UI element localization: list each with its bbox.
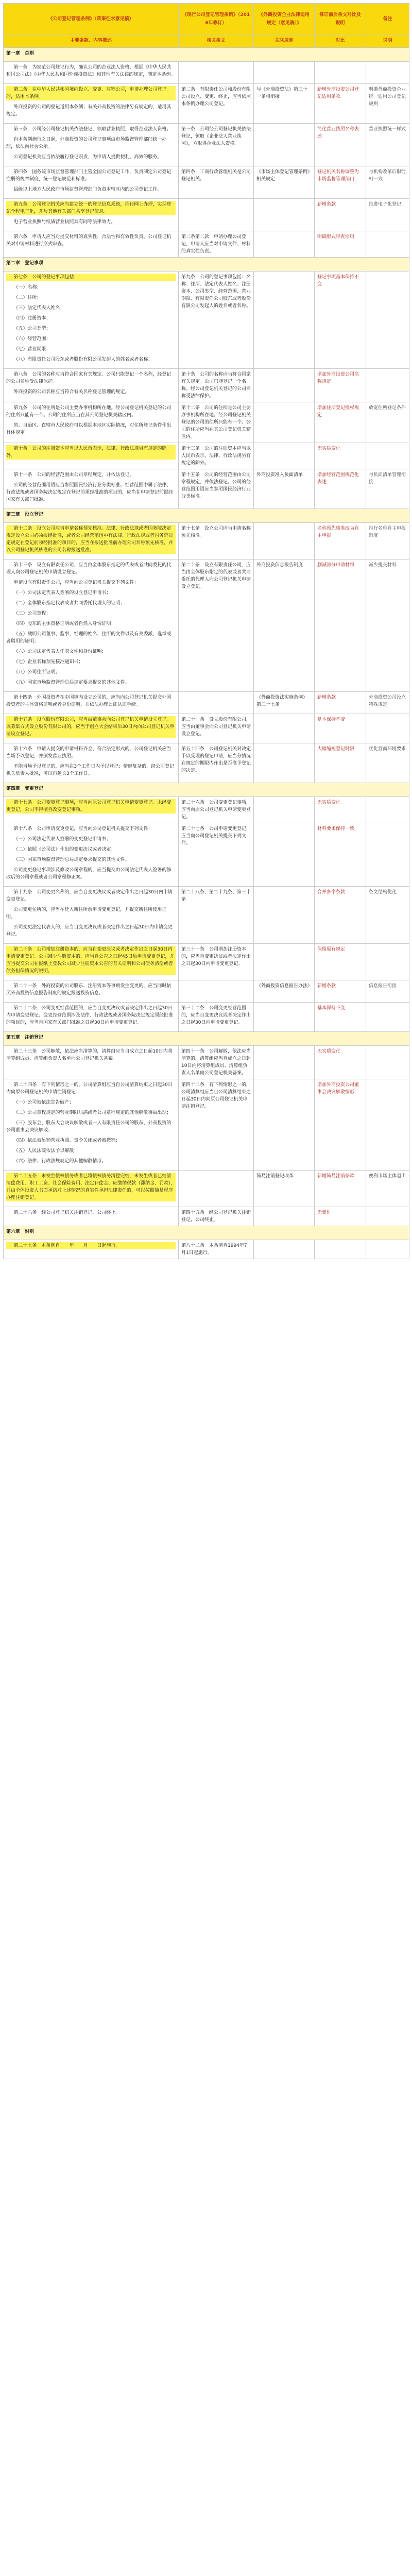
cell-col5: 优化营商环境要求 bbox=[366, 743, 409, 783]
cell-col3: 与《外商投资法》第三十一条相衔接 bbox=[254, 84, 315, 124]
table-row bbox=[4, 84, 409, 124]
cell-col4: 基本保持不变 bbox=[315, 714, 366, 743]
article-paragraph: 第十六条 申请人提交的申请材料齐全、符合法定形式的，公司登记机关应当当场予以登记，并颁发营业执照。 bbox=[6, 747, 171, 759]
cell-col2: 第二十一条 设立股份有限公司，应当由董事会向公司登记机关申请设立登记。 bbox=[179, 714, 254, 743]
cell-col5: 条文结构优化 bbox=[366, 887, 409, 944]
cell-col2: 第十七条 设立公司应当申请名称预先核准。 bbox=[179, 523, 254, 560]
article-paragraph: 第二十条 公司增加注册资本的，应当自变更决议或者决定作出之日起30日内申请变更登记。公司减少注册资本的，应当自公告之日起45日后申请变更登记，并应当提交公司在报纸上登载公司减少注册资本公告的有关证明和公司债务清偿或者债务担保情况的说明。 bbox=[6, 946, 176, 975]
article-paragraph: （六）经营范围； bbox=[13, 336, 51, 342]
article-paragraph: 第二十三条 公司解散，依法应当清算的，清算组应当自成立之日起10日内将清算组成员、清算组负责人名单向公司登记机关备案。 bbox=[6, 1049, 173, 1061]
table-row bbox=[4, 62, 409, 84]
header-col-4: 修订前后条文对比及说明 bbox=[315, 4, 366, 35]
cell-col4: 保留原有规定 bbox=[315, 944, 366, 980]
table-row bbox=[4, 980, 409, 1003]
table-row bbox=[4, 560, 409, 692]
chapter-row bbox=[4, 258, 409, 272]
article-paragraph: （二）公司章程规定的营业期限届满或者公司章程规定的其他解散事由出现； bbox=[13, 1110, 171, 1115]
article-paragraph: 公司登记机关应当依法履行登记职责，为申请人提供便利、高效的服务。 bbox=[13, 155, 162, 160]
article-paragraph: 第二十四条 有下列情形之一的，公司清算组应当自公司清算结束之日起30日内向原公司登记机关申请注销登记： bbox=[6, 1082, 173, 1095]
table-row bbox=[4, 714, 409, 743]
cell-col5 bbox=[366, 272, 409, 369]
cell-col4: 无变化 bbox=[315, 1207, 366, 1226]
article-paragraph: （四）股东的主体资格证明或者自然人身份证明； bbox=[13, 621, 116, 626]
article-paragraph: （六）公司法定代表人任职文件和身份证明； bbox=[13, 649, 107, 654]
cell-col5 bbox=[366, 231, 409, 258]
article-paragraph: 申请设立有限责任公司，应当向公司登记机关提交下列文件： bbox=[13, 580, 139, 585]
article-text-cell bbox=[4, 84, 179, 124]
cell-col3 bbox=[254, 402, 315, 443]
chapter-title: 第四章 变更登记 bbox=[4, 783, 409, 797]
cell-col2 bbox=[179, 692, 254, 714]
article-paragraph: 第三条 公司经公司登记机关依法登记，领取营业执照，取得企业法人资格。 bbox=[13, 127, 171, 132]
subheader-col-4: 对比 bbox=[315, 35, 366, 48]
cell-col4: 基本保持不变 bbox=[315, 1003, 366, 1032]
cell-col4: 增加外商投资公司名称规定 bbox=[315, 369, 366, 402]
chapter-row bbox=[4, 48, 409, 62]
table-row bbox=[4, 469, 409, 509]
article-text-cell bbox=[4, 523, 179, 560]
article-text-cell bbox=[4, 980, 179, 1003]
article-paragraph: （七）营业期限； bbox=[13, 347, 51, 352]
article-text-cell bbox=[4, 743, 179, 783]
cell-col5: 信息报告衔接 bbox=[366, 980, 409, 1003]
article-text-cell bbox=[4, 443, 179, 469]
cell-col2: 第十三条 公司的注册资本应当以人民币表示，法律、行政法规另有规定的除外。 bbox=[179, 443, 254, 469]
article-paragraph: （二）依照《公司法》作出的变更决议或者决定； bbox=[13, 847, 116, 852]
header-col-1: 《公司登记管理条例》（草案征求意见稿） bbox=[4, 4, 179, 35]
cell-col3: 简易注销登记改革 bbox=[254, 1171, 315, 1207]
table-row bbox=[4, 369, 409, 402]
article-paragraph: 第八条 公司的名称应当符合国家有关规定。公司只能登记一个名称，经登记的公司名称受法律保护。 bbox=[6, 372, 171, 384]
article-paragraph: （一）公司被依法宣告破产； bbox=[13, 1100, 74, 1105]
cell-col4: 新增外商投资公司登记适用条款 bbox=[315, 84, 366, 124]
cell-col5: 减少提交材料 bbox=[366, 560, 409, 692]
cell-col4: 增加外商投资公司董事会决议解散情形 bbox=[315, 1079, 366, 1171]
cell-col3 bbox=[254, 1046, 315, 1079]
cell-col5: 推进电子化登记 bbox=[366, 199, 409, 231]
cell-col3: 外商投资准入负面清单 bbox=[254, 469, 315, 509]
cell-col5 bbox=[366, 1046, 409, 1079]
cell-col4: 明确形式审查原则 bbox=[315, 231, 366, 258]
cell-col3 bbox=[254, 443, 315, 469]
cell-col3 bbox=[254, 523, 315, 560]
header-col-3: 《外商投资企业法律适用规定（意见稿）》 bbox=[254, 4, 315, 35]
cell-col4: 无实质变化 bbox=[315, 1046, 366, 1079]
cell-col4: 新增条款 bbox=[315, 692, 366, 714]
chapter-title: 第五章 注销登记 bbox=[4, 1032, 409, 1046]
cell-col5 bbox=[366, 1079, 409, 1171]
cell-col3: 外商投资信息报告制度 bbox=[254, 560, 315, 692]
comparison-document bbox=[3, 3, 409, 2576]
article-paragraph: （五）载明公司董事、监事、经理的姓名、住所的文件以及有关委派、选举或者聘用的证明； bbox=[6, 632, 171, 644]
cell-col3 bbox=[254, 797, 315, 823]
article-paragraph: （三）国家市场监督管理总局规定要求提交的其他文件。 bbox=[13, 857, 130, 862]
article-paragraph: 第十三条 设立有限责任公司，应当由全体股东指定的代表或者共同委托的代理人向公司登记机关申请设立登记。 bbox=[6, 563, 171, 575]
cell-col2: 第二十八条、第二十九条、第三十条 bbox=[179, 887, 254, 944]
header-col-5: 备注 bbox=[366, 4, 409, 35]
cell-col2 bbox=[179, 980, 254, 1003]
cell-col4: 合并多个条款 bbox=[315, 887, 366, 944]
chapter-title: 第二章 登记事项 bbox=[4, 258, 409, 272]
article-paragraph: （二）全体股东指定代表或者共同委托代理人的证明； bbox=[13, 601, 125, 606]
article-paragraph: 外商投资的公司的登记适用本条例；有关外商投资的法律另有规定的，适用其规定。 bbox=[6, 105, 171, 117]
article-text-cell bbox=[4, 62, 179, 84]
subheader-col-2: 相关条文 bbox=[179, 35, 254, 48]
article-text-cell bbox=[4, 797, 179, 823]
cell-col4: 删减部分申请材料 bbox=[315, 560, 366, 692]
chapter-title: 第一章 总则 bbox=[4, 48, 409, 62]
cell-col3 bbox=[254, 62, 315, 84]
cell-col5 bbox=[366, 443, 409, 469]
cell-col3 bbox=[254, 272, 315, 369]
article-text-cell bbox=[4, 714, 179, 743]
table-row bbox=[4, 199, 409, 231]
article-paragraph: （一）公司法定代表人签署的变更登记申请书； bbox=[13, 837, 111, 842]
article-paragraph: 第十七条 公司变更登记事项，应当向原公司登记机关申请变更登记。未经变更登记，公司不得擅自改变登记事项。 bbox=[6, 799, 176, 814]
cell-col5: 明确外商投资企业统一适用公司登记规则 bbox=[366, 84, 409, 124]
article-text-cell bbox=[4, 231, 179, 258]
cell-col2: 第三条 公司经公司登记机关依法登记，领取《企业法人营业执照》，方取得企业法人资格。 bbox=[179, 124, 254, 166]
chapter-row bbox=[4, 783, 409, 797]
cell-col5 bbox=[366, 1240, 409, 1259]
cell-col3: 《市场主体登记管理条例》相关规定 bbox=[254, 166, 315, 199]
article-text-cell bbox=[4, 1207, 179, 1226]
article-paragraph: （四）依法被吊销营业执照、责令关闭或者被撤销； bbox=[13, 1138, 121, 1143]
cell-col5 bbox=[366, 1003, 409, 1032]
article-paragraph: 第二条 在中华人民共和国境内设立、变更、注销公司，申请办理公司登记的，适用本条例。 bbox=[6, 86, 176, 100]
article-paragraph: （六）法律、行政法规规定的其他解散情形。 bbox=[13, 1159, 107, 1164]
cell-col5 bbox=[366, 797, 409, 823]
article-paragraph: 公司变更登记事项涉及修改公司章程的，应当提交由公司法定代表人签署的修改后的公司章程或者公司章程修正案。 bbox=[6, 868, 171, 880]
cell-col3 bbox=[254, 199, 315, 231]
article-paragraph: （三）股东会、股东大会决议解散或者一人有限责任公司的股东、外商投资的公司董事会决议解散； bbox=[6, 1121, 171, 1133]
cell-col2: 第二条第二款 申请办理公司登记，申请人应当对申请文件、材料的真实性负责。 bbox=[179, 231, 254, 258]
cell-col4: 新增条款 bbox=[315, 199, 366, 231]
cell-col4: 材料要求保持一致 bbox=[315, 823, 366, 887]
article-text-cell bbox=[4, 1079, 179, 1171]
article-paragraph: 公司变更住所的，应当在迁入新住所前申请变更登记，并提交新住所使用证明。 bbox=[6, 907, 167, 920]
cell-col3 bbox=[254, 231, 315, 258]
article-paragraph: 第十九条 公司变更名称的，应当自变更决议或者决定作出之日起30日内申请变更登记。 bbox=[6, 890, 173, 902]
subheader-col-5: 说明 bbox=[366, 35, 409, 48]
article-paragraph: （八）公司住所证明； bbox=[13, 670, 60, 675]
article-text-cell bbox=[4, 887, 179, 944]
article-text-cell bbox=[4, 1171, 179, 1207]
chapter-row bbox=[4, 1226, 409, 1240]
cell-col2: 第十二条 公司的住所是公司主要办事机构所在地。经公司登记机关登记的公司的住所只能有一个。公司的住所应当在其公司登记机关辖区内。 bbox=[179, 402, 254, 443]
cell-col2: 第二十七条 公司申请变更登记，应当向公司登记机关提交下列文件。 bbox=[179, 823, 254, 887]
cell-col5: 外商投资公司设立特殊规定 bbox=[366, 692, 409, 714]
cell-col5: 推行名称自主申报制度 bbox=[366, 523, 409, 560]
cell-col2 bbox=[179, 199, 254, 231]
chapter-row bbox=[4, 1032, 409, 1046]
cell-col2: 第十条 公司的名称应当符合国家有关规定。公司只能登记一个名称。经公司登记机关登记的公司名称受法律保护。 bbox=[179, 369, 254, 402]
cell-col2: 第四十五条 经公司登记机关注销登记，公司终止。 bbox=[179, 1207, 254, 1226]
article-text-cell bbox=[4, 469, 179, 509]
cell-col2 bbox=[179, 1171, 254, 1207]
cell-col2: 第二十六条 公司变更登记事项，应当向原公司登记机关申请变更登记。 bbox=[179, 797, 254, 823]
article-text-cell bbox=[4, 823, 179, 887]
cell-col4: 简化营业执照名称表述 bbox=[315, 124, 366, 166]
cell-col5: 营业执照统一样式 bbox=[366, 124, 409, 166]
cell-col2: 第三十一条 公司增加注册资本的，应当自变更决议或者决定作出之日起30日内申请变更登记。 bbox=[179, 944, 254, 980]
article-paragraph: 电子营业执照与纸质营业执照具有同等法律效力。 bbox=[13, 219, 116, 225]
article-text-cell bbox=[4, 1240, 179, 1259]
cell-col3 bbox=[254, 1079, 315, 1171]
article-paragraph: 公司变更法定代表人的，应当自变更决议或者决定作出之日起30日内申请变更登记。 bbox=[6, 925, 173, 937]
cell-col5 bbox=[366, 944, 409, 980]
article-paragraph: （三）公司章程； bbox=[13, 611, 51, 616]
table-row bbox=[4, 166, 409, 199]
table-row bbox=[4, 1207, 409, 1226]
subheader-col-1: 主要条款、内容概述 bbox=[4, 35, 179, 48]
table-row bbox=[4, 124, 409, 166]
cell-col3 bbox=[254, 1003, 315, 1032]
cell-col5 bbox=[366, 714, 409, 743]
article-text-cell bbox=[4, 166, 179, 199]
cell-col5: 与负面清单管理衔接 bbox=[366, 469, 409, 509]
article-paragraph: （三）法定代表人姓名； bbox=[13, 306, 65, 311]
article-paragraph: （二）住所； bbox=[13, 295, 42, 300]
cell-col4: 大幅缩短登记时限 bbox=[315, 743, 366, 783]
cell-col4: 增加经营范围规范化表述 bbox=[315, 469, 366, 509]
article-paragraph: （四）注册资本； bbox=[13, 316, 51, 321]
cell-col3 bbox=[254, 944, 315, 980]
article-paragraph: （七）企业名称预先核准通知书； bbox=[13, 659, 83, 665]
article-paragraph: 县级以上地方人民政府市场监督管理部门负责本辖区内的公司登记工作。 bbox=[13, 187, 162, 192]
table-row bbox=[4, 1240, 409, 1259]
article-paragraph: 第七条 公司的登记事项包括： bbox=[6, 274, 176, 281]
article-text-cell bbox=[4, 272, 179, 369]
cell-col2: 第四条 工商行政管理机关是公司登记机关。 bbox=[179, 166, 254, 199]
article-paragraph: 第四条 国务院市场监督管理部门主管全国公司登记工作，负责制定公司登记注册的规章制度，统一登记规范和标准。 bbox=[6, 170, 171, 182]
cell-col4: 增加住所登记授权规定 bbox=[315, 402, 366, 443]
article-paragraph: 第二十六条 经公司登记机关注销登记，公司终止。 bbox=[13, 1210, 121, 1215]
table-row bbox=[4, 887, 409, 944]
article-paragraph: 自本条例施行之日起，外商投资的公司登记事项由市场监督管理部门统一办理，依法向社会公示。 bbox=[6, 137, 167, 149]
cell-col3 bbox=[254, 823, 315, 887]
article-text-cell bbox=[4, 124, 179, 166]
cell-col3 bbox=[254, 124, 315, 166]
cell-col3: 《外商投资法实施条例》第三十七条 bbox=[254, 692, 315, 714]
article-text-cell bbox=[4, 1046, 179, 1079]
article-paragraph: 第十八条 公司申请变更登记，应当向公司登记机关提交下列文件： bbox=[13, 826, 153, 832]
article-paragraph: 公司的经营范围用语应当参照国民经济行业分类标准。经营范围中属于法律、行政法规或者国务院决定规定在登记前须经批准的项目的，应当在申请登记前报经国家有关部门批准。 bbox=[6, 483, 174, 502]
cell-col4: 无实质变化 bbox=[315, 443, 366, 469]
article-text-cell bbox=[4, 944, 179, 980]
cell-col2 bbox=[179, 62, 254, 84]
article-paragraph: 第十四条 外国投资者在中国境内设立公司的，应当向公司登记机关提交外国投资者的主体资格证明或者身份证明，并依法办理公证认证手续。 bbox=[6, 695, 171, 707]
cell-col3 bbox=[254, 369, 315, 402]
table-row bbox=[4, 743, 409, 783]
cell-col5 bbox=[366, 823, 409, 887]
article-paragraph: 第十一条 公司的经营范围由公司章程规定，并依法登记。 bbox=[13, 472, 134, 478]
cell-col4 bbox=[315, 62, 366, 84]
article-paragraph: 第十条 公司的注册资本应当以人民币表示，法律、行政法规另有规定的除外。 bbox=[6, 445, 176, 460]
chapter-title: 第六章 附则 bbox=[4, 1226, 409, 1240]
article-paragraph: （八）有限责任公司股东或者股份有限公司发起人的姓名或者名称。 bbox=[13, 357, 153, 362]
cell-col4: 新增简易注销条款 bbox=[315, 1171, 366, 1207]
cell-col4: 登记事项基本保持不变 bbox=[315, 272, 366, 369]
cell-col4: 无实质变化 bbox=[315, 797, 366, 823]
cell-col2: 第九条 公司的登记事项包括：名称、住所、法定代表人姓名、注册资本、公司类型、经营范围、营业期限、有限责任公司股东或者股份有限公司发起人的姓名或者名称。 bbox=[179, 272, 254, 369]
article-paragraph: （五）公司类型； bbox=[13, 326, 51, 331]
article-text-cell bbox=[4, 1003, 179, 1032]
article-text-cell bbox=[4, 560, 179, 692]
cell-col2: 第四十二条 有下列情形之一的，公司清算组应当自公司清算结束之日起30日内向原公司登记机关申请注销登记。 bbox=[179, 1079, 254, 1171]
cell-col3: 《外商投资信息报告办法》 bbox=[254, 980, 315, 1003]
cell-col5 bbox=[366, 62, 409, 84]
chapter-title: 第三章 设立登记 bbox=[4, 509, 409, 523]
table-row bbox=[4, 1079, 409, 1171]
article-paragraph: 第十五条 设立股份有限公司，应当由董事会向公司登记机关申请设立登记。以募集方式设立股份有限公司的，应当于创立大会结束后30日内向公司登记机关申请设立登记。 bbox=[6, 716, 176, 738]
article-text-cell bbox=[4, 369, 179, 402]
table-row bbox=[4, 692, 409, 714]
table-row bbox=[4, 231, 409, 258]
article-paragraph: 不能当场予以登记的，应当在3个工作日内予以登记；情形复杂的，经公司登记机关负责人批准，可以再延长3个工作日。 bbox=[6, 764, 175, 776]
table-header-row bbox=[4, 4, 409, 35]
article-paragraph: 外商投资的公司名称应当符合有关名称登记管理的规定。 bbox=[13, 389, 130, 395]
article-paragraph: 第十二条 设立公司应当申请名称预先核准。法律、行政法规或者国务院决定规定设立公司必须报经批准，或者公司经营范围中有法律、行政法规或者国务院决定规定在登记前须经批准的项目的，应当在报送批准前办理公司名称预先核准，并以公司登记机关核准的公司名称报送批准。 bbox=[6, 525, 176, 554]
table-row bbox=[4, 523, 409, 560]
cell-col5: 放宽住所登记条件 bbox=[366, 402, 409, 443]
article-paragraph: （一）名称； bbox=[13, 285, 42, 290]
article-paragraph: 省、自治区、直辖市人民政府可以根据本地区实际情况，对住所登记条件作出具体规定。 bbox=[6, 423, 171, 435]
header-col-2: 《现行公司登记管理条例》（2016年修订） bbox=[179, 4, 254, 35]
cell-col2: 第五十四条 公司登记机关对决定予以受理的登记申请，应当分情况在规定的期限内作出是否准予登记的决定。 bbox=[179, 743, 254, 783]
table-subheader-row bbox=[4, 35, 409, 48]
table-row bbox=[4, 272, 409, 369]
table-row bbox=[4, 402, 409, 443]
cell-col3 bbox=[254, 1240, 315, 1259]
article-paragraph: 第九条 公司的住所是公司主要办事机构所在地。经公司登记机关登记的公司的住所只能有一个。公司的住所应当在其公司登记机关辖区内。 bbox=[6, 405, 171, 418]
table-row bbox=[4, 443, 409, 469]
article-paragraph: 第二十七条 本条例自 年 月 日起施行。 bbox=[6, 1242, 176, 1249]
article-paragraph: （一）公司法定代表人签署的设立登记申请书； bbox=[13, 590, 111, 596]
cell-col4: 名称预先核准改为自主申报 bbox=[315, 523, 366, 560]
article-paragraph: 第二十二条 公司变更经营范围的，应当自变更决议或者决定作出之日起30日内申请变更登记；变更经营范围涉及法律、行政法规或者国务院决定规定须经批准的项目的，应当自国家有关部门批准之日起30日内申请变更登记。 bbox=[6, 1006, 174, 1025]
article-paragraph: 第二十一条 外商投资的公司股东、注册资本等事项发生变更的，应当同时依照外商投资信息报告制度的规定报送投资信息。 bbox=[6, 984, 171, 996]
cell-col3 bbox=[254, 714, 315, 743]
cell-col3 bbox=[254, 743, 315, 783]
cell-col2: 第十五条 公司的经营范围由公司章程规定，并依法登记。公司的经营范围用语应当参照国民经济行业分类标准。 bbox=[179, 469, 254, 509]
cell-col5 bbox=[366, 369, 409, 402]
table-row bbox=[4, 797, 409, 823]
article-paragraph: 第二十五条 未发生债权债务或者已将债权债务清偿完结，未发生或者已结清清偿费用、职工工资、社会保险费用、法定补偿金、应缴纳税款（滞纳金、罚款），并由全体投资人书面承诺对上述情况的真实性承担法律责任的，可以按照简易程序办理注销登记。 bbox=[6, 1174, 176, 1200]
cell-col4: 登记机关名称调整为市场监督管理部门 bbox=[315, 166, 366, 199]
cell-col2: 第四十一条 公司解散，依法应当清算的，清算组应当自成立之日起10日内将清算组成员、清算组负责人名单向公司登记机关备案。 bbox=[179, 1046, 254, 1079]
article-text-cell bbox=[4, 692, 179, 714]
table-row bbox=[4, 823, 409, 887]
cell-col4: 新增条款 bbox=[315, 980, 366, 1003]
chapter-row bbox=[4, 509, 409, 523]
table-row bbox=[4, 1003, 409, 1032]
article-paragraph: 第一条 为规范公司登记行为，确认公司的企业法人资格，根据《中华人民共和国公司法》《中华人民共和国外商投资法》和其他有关法律的规定，制定本条例。 bbox=[6, 65, 176, 77]
cell-col3 bbox=[254, 1207, 315, 1226]
article-text-cell bbox=[4, 402, 179, 443]
article-paragraph: 第六条 申请人应当对提交材料的真实性、合法性和有效性负责。公司登记机关对申请材料进行形式审查。 bbox=[6, 234, 171, 247]
cell-col2: 第二条 有限责任公司和股份有限公司设立、变更、终止，应当依照本条例办理公司登记。 bbox=[179, 84, 254, 124]
article-paragraph: 第五条 公司登记机关应当建立统一的登记信息系统，推行网上办理，实现登记全程电子化，并与其他有关部门共享登记信息。 bbox=[6, 201, 176, 215]
article-paragraph: （九）国家市场监督管理总局规定要求提交的其他文件。 bbox=[13, 680, 130, 685]
comparison-table bbox=[3, 3, 409, 1259]
cell-col2: 第二十条 设立有限责任公司，应当由全体股东指定的代表或者共同委托的代理人向公司登记机关申请设立登记。 bbox=[179, 560, 254, 692]
cell-col5: 便利市场主体退出 bbox=[366, 1171, 409, 1207]
article-text-cell bbox=[4, 199, 179, 231]
article-paragraph: （五）人民法院依法予以解散； bbox=[13, 1148, 79, 1154]
cell-col3 bbox=[254, 887, 315, 944]
table-row bbox=[4, 944, 409, 980]
cell-col5: 与机构改革后职能相一致 bbox=[366, 166, 409, 199]
cell-col5 bbox=[366, 1207, 409, 1226]
cell-col4 bbox=[315, 1240, 366, 1259]
table-row bbox=[4, 1046, 409, 1079]
cell-col2: 第三十二条 公司变更经营范围的，应当自变更决议或者决定作出之日起30日内申请变更登记。 bbox=[179, 1003, 254, 1032]
table-row bbox=[4, 1171, 409, 1207]
subheader-col-3: 关联规定 bbox=[254, 35, 315, 48]
cell-col2: 第八十二条 本条例自1994年7月1日起施行。 bbox=[179, 1240, 254, 1259]
